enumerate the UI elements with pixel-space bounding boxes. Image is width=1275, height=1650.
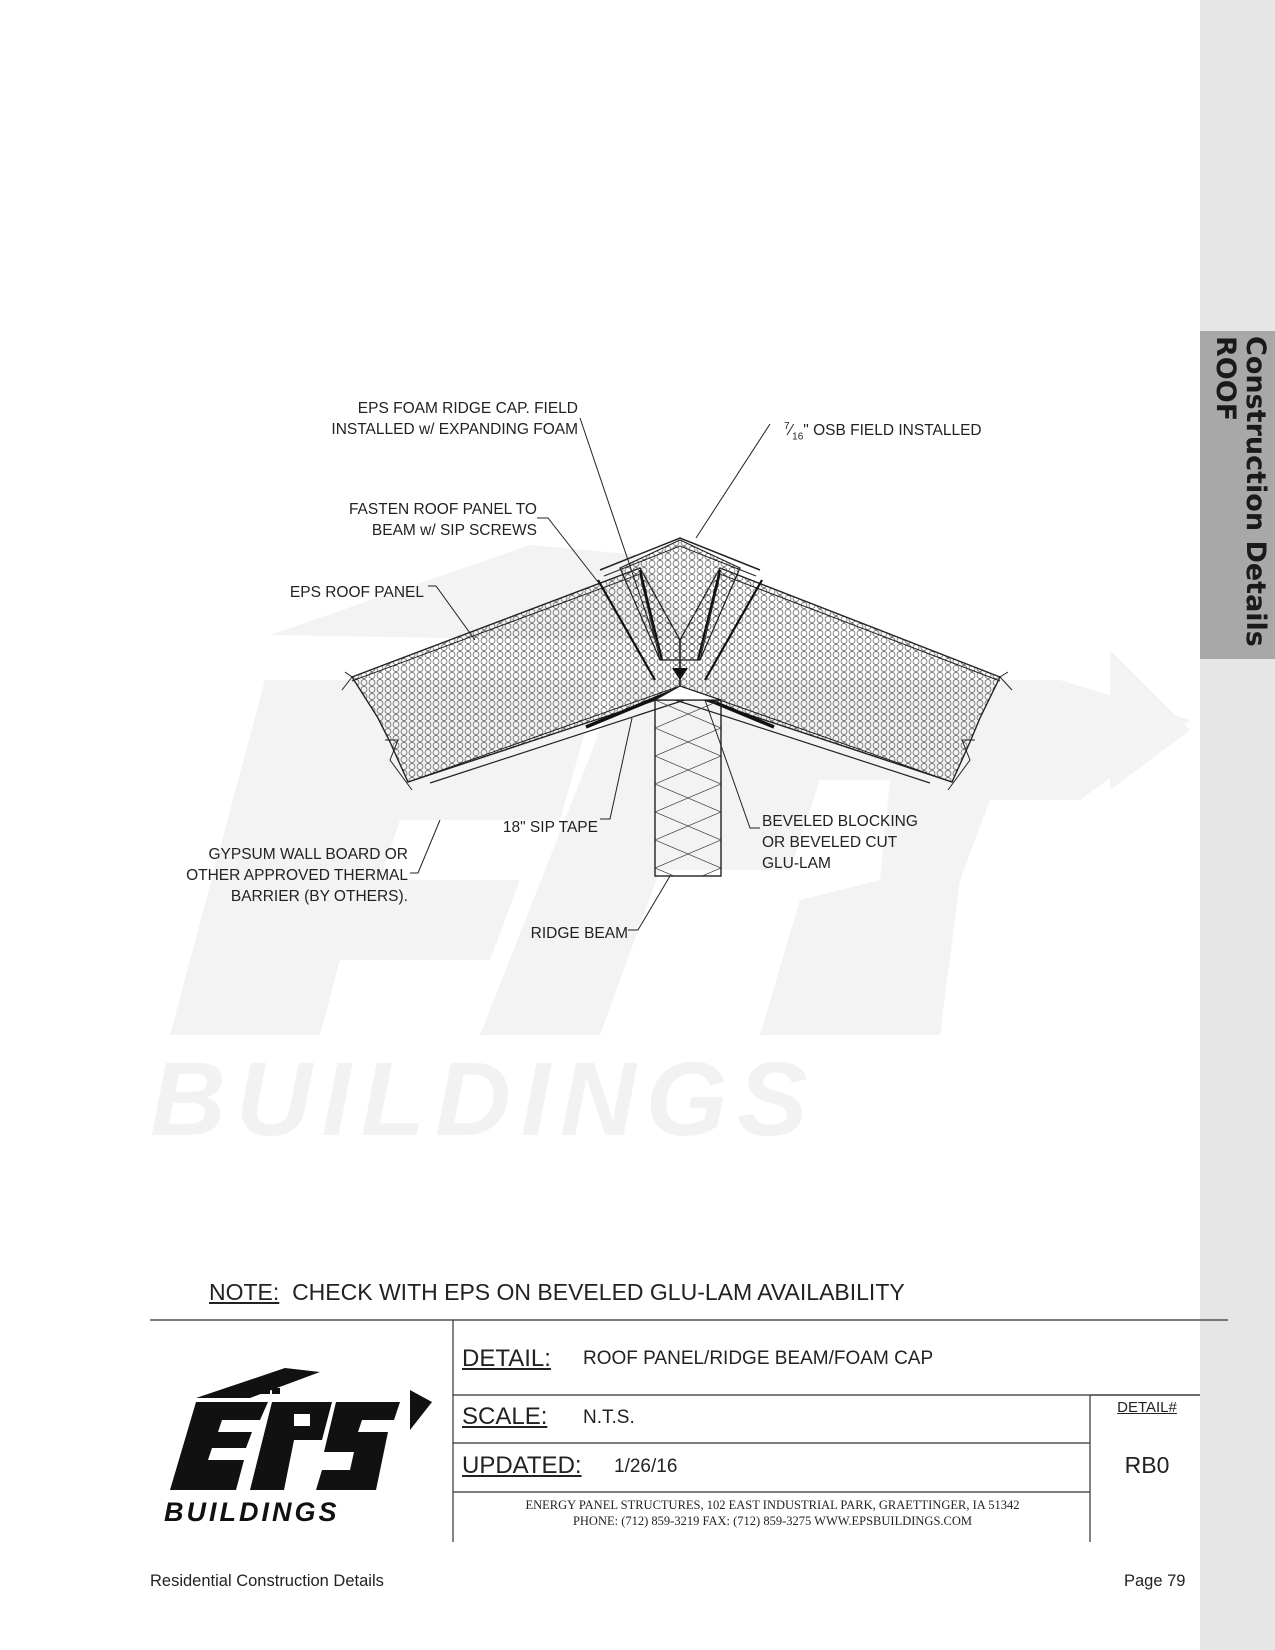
detail-label: DETAIL: [462, 1345, 551, 1372]
label-gypsum-line3: BARRIER (BY OTHERS). [230, 888, 408, 905]
label-fasten-line1: FASTEN ROOF PANEL TO [348, 501, 537, 518]
updated-label: UPDATED: [462, 1452, 582, 1479]
page-number: Page 79 [1124, 1572, 1186, 1590]
detail-number: RB0 [1124, 1452, 1170, 1478]
watermark-text: BUILDINGS [150, 1041, 818, 1158]
label-beveled-line3: GLU-LAM [762, 855, 831, 872]
label-ridge-beam: RIDGE BEAM [530, 925, 628, 942]
label-gypsum-line2: OTHER APPROVED THERMAL [186, 867, 408, 884]
section-tab-line2: ROOF [1210, 336, 1241, 422]
detail-value: ROOF PANEL/RIDGE BEAM/FOAM CAP [583, 1348, 934, 1369]
label-foam-ridge-cap-line2: INSTALLED w/ EXPANDING FOAM [331, 421, 578, 438]
updated-value: 1/26/16 [614, 1456, 678, 1477]
label-beveled-line1: BEVELED BLOCKING [762, 813, 918, 830]
label-roof-panel: EPS ROOF PANEL [289, 584, 424, 601]
scale-value: N.T.S. [583, 1407, 635, 1428]
footer-left: Residential Construction Details [150, 1572, 384, 1590]
section-tab-line1: Construction Details [1240, 336, 1271, 647]
label-osb-fraction-den: 16 [792, 431, 804, 443]
label-foam-ridge-cap-line1: EPS FOAM RIDGE CAP. FIELD [357, 400, 578, 417]
company-address [455, 1497, 1090, 1529]
label-osb-fraction-num: 7 [784, 421, 790, 432]
label-fasten-line2: BEAM w/ SIP SCREWS [371, 522, 537, 539]
label-beveled-line2: OR BEVELED CUT [762, 834, 898, 851]
label-osb: $^7⁄_{16}$" OSB FIELD INSTALLED [784, 421, 982, 443]
logo-wordmark: BUILDINGS [164, 1497, 340, 1527]
detail-number-label: DETAIL# [1117, 1399, 1177, 1416]
address-line1: ENERGY PANEL STRUCTURES, 102 EAST INDUSTRIAL PARK, GRAETTINGER, IA 51342 [525, 1498, 1020, 1512]
label-osb-text: " OSB FIELD INSTALLED [803, 422, 982, 440]
label-gypsum-line1: GYPSUM WALL BOARD OR [208, 846, 408, 863]
address-line2: PHONE: (712) 859-3219 FAX: (712) 859-3275 WWW.EPSBUILDINGS.COM [572, 1514, 973, 1528]
eps-logo [170, 1368, 432, 1490]
note-prefix: NOTE: [209, 1279, 280, 1305]
scale-label: SCALE: [462, 1403, 548, 1430]
label-sip-tape: 18" SIP TAPE [502, 819, 598, 836]
note-text: CHECK WITH EPS ON BEVELED GLU-LAM AVAILABILITY [292, 1279, 905, 1305]
